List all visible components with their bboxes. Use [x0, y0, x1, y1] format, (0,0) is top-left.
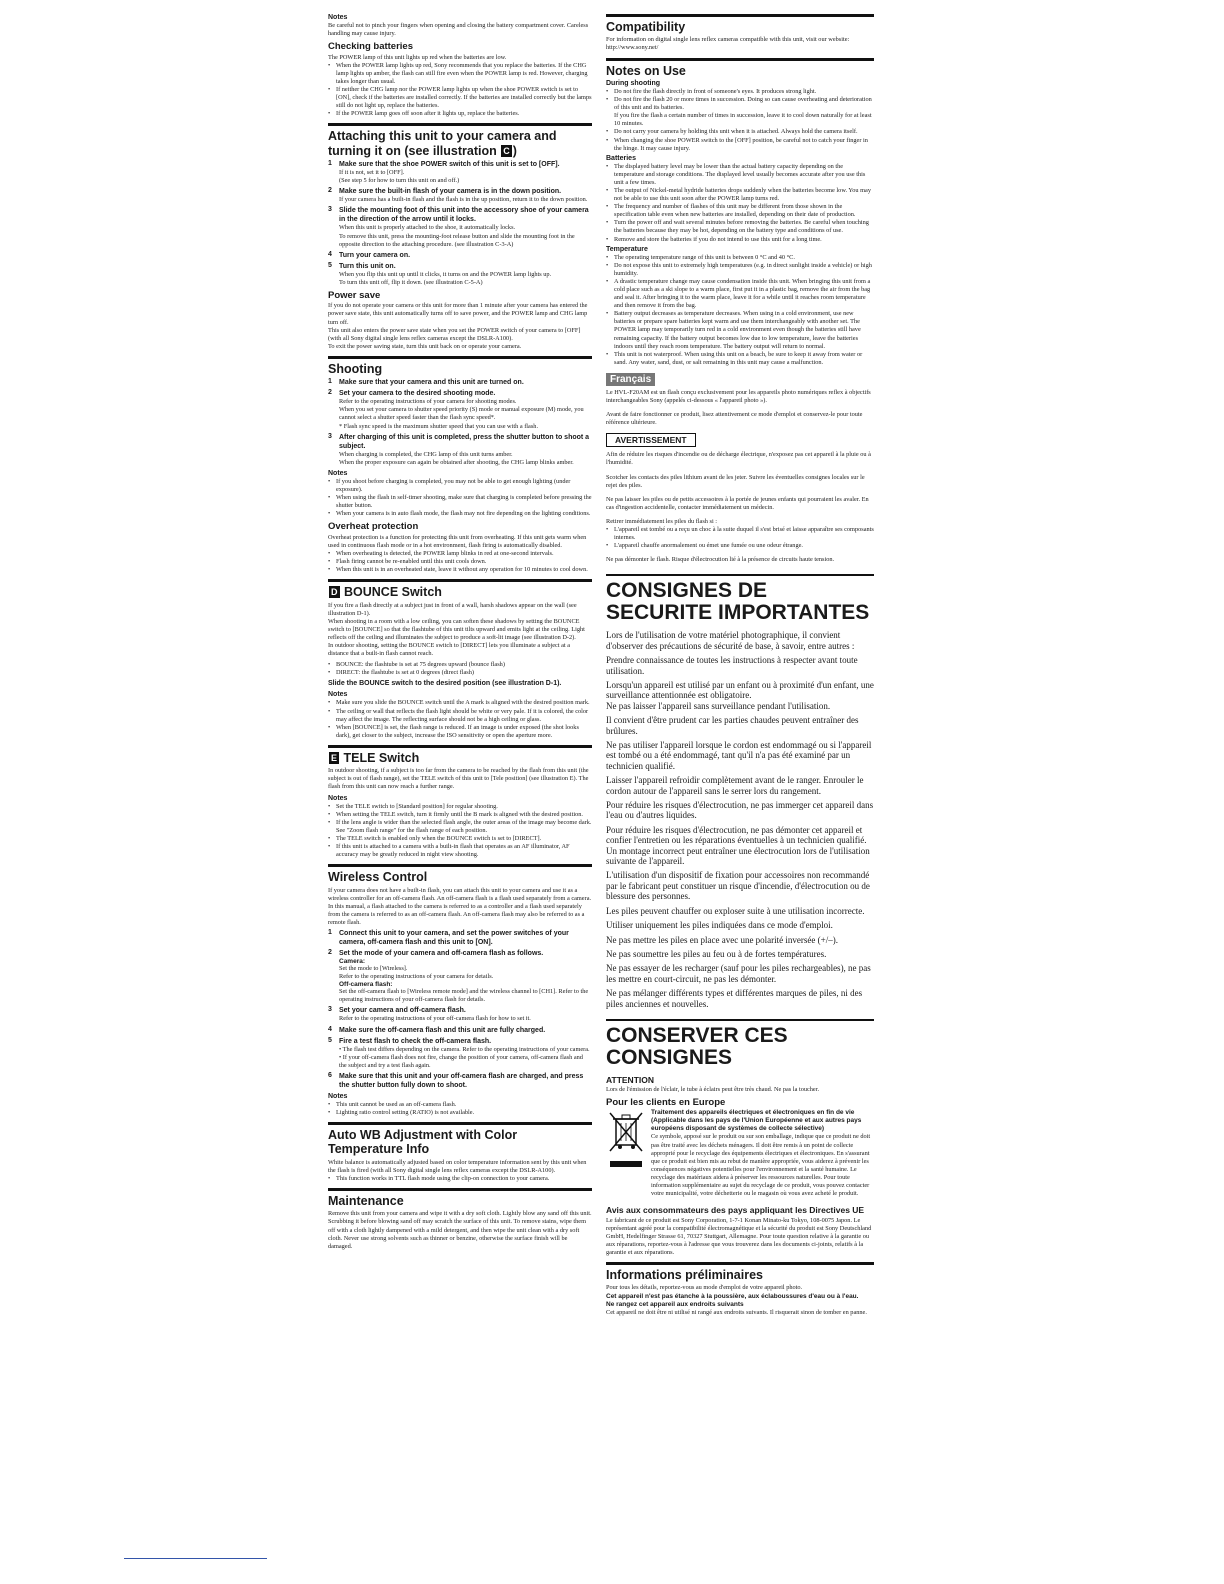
compatibility-text: For information on digital single lens reflex cameras compatible with this unit, visit our website: http://www.sony.net/ [606, 36, 850, 52]
conserver-heading: CONSERVER CES CONSIGNES [606, 1019, 874, 1069]
tele-text: In outdoor shooting, if a subject is too far from the camera to be reached by the flash from this unit (the subject is out of flash range), set the TELE switch of this unit to [Tele position] (see illustration E). The flash from this unit can now reach a further range. [328, 767, 589, 791]
consigne: Utiliser uniquement les piles indiquées dans ce mode d'emploi. [606, 920, 833, 931]
overheat-text: Overheat protection is a function for protecting this unit from overheating. If this unit gets warm when used in continuous flash mode or in a hot environment, flash firing is automatically disabled. [328, 533, 587, 549]
step: 2 Set your camera to the desired shooting mode. Refer to the operating instructions of your camera for shooting modes. When you set your camera to shutter speed priority (S) mode or manual exposure (M) mode, you cannot select a shutter speed faster than the flash sync speed*. * Flash sync speed is the maximum shutter speed that you can use with a flash. [328, 389, 584, 430]
list-item: • Make sure you slide the BOUNCE switch until the A mark is aligned with the desired position mark. [328, 699, 592, 707]
consigne: Ne pas essayer de les recharger (sauf pour les piles rechargeables), ne pas les mettre en court-circuit, ne pas les démonter. [606, 963, 871, 984]
list-item: • The operating temperature range of this unit is between 0 °C and 40 °C. [606, 254, 874, 262]
info-bold-2: Ne rangez cet appareil aux endroits suivants [606, 1300, 744, 1308]
list-item: • This unit cannot be used as an off-camera flash. [328, 1101, 592, 1109]
weee-bin-icon [606, 1109, 646, 1198]
auto-wb-list [328, 1175, 592, 1183]
during-shooting-heading: During shooting [606, 79, 661, 87]
consigne: Les piles peuvent chauffer ou exploser suite à une utilisation incorrecte. [606, 905, 865, 916]
list-item: • Flash firing cannot be re-enabled until this unit cools down. [328, 558, 592, 566]
info-text-2: Cet appareil ne doit être ni utilisé ni rangé aux endroits suivants. Il risquerait sinon de tomber en panne. [606, 1308, 867, 1316]
avis-heading: Avis aux consommateurs des pays appliquant les Directives UE [606, 1205, 865, 1216]
batteries-heading: Batteries [606, 154, 636, 162]
attach-heading: Attaching this unit to your camera and turning it on (see illustration C ) [328, 123, 592, 158]
list-item: • Remove and store the batteries if you do not intend to use this unit for a long time. [606, 236, 874, 244]
list-item: • Do not carry your camera by holding this unit when it is attached. Always hold the camera itself. [606, 128, 874, 136]
step: 6 Make sure that this unit and your off-camera flash are charged, and press the shutter button fully down to shoot. [328, 1071, 584, 1089]
retirer-text: Retirer immédiatement les piles du flash si : [606, 517, 718, 525]
list-item: • Set the TELE switch to [Standard position] for regular shooting. [328, 803, 592, 811]
list-item: • Do not fire the flash 20 or more times in succession. Doing so can cause overheating and deterioration of this unit and its batteries. If you fire the flash a certain number of times in succession, leave it to cool down naturally for at least 10 minutes. [606, 96, 874, 128]
step: 2 Set the mode of your camera and off-camera flash as follows. Camera: Set the mode to [Wireless]. Refer to the operating instructions of your camera for details. Off-camera flash: Set the off-camera flash to [Wireless remote mode] and the wireless channel to [CH1]. Refer to the operating instructions of your off-camera flash for details. [328, 949, 589, 1004]
list-item: • If this unit is attached to a camera with a built-in flash that operates as an AF illuminator, AF accuracy may be greatly reduced in night view shooting. [328, 843, 592, 859]
consigne: Pour réduire les risques d'électrocution, ne pas immerger cet appareil dans l'eau ou d'autres liquides. [606, 800, 874, 821]
overheat-heading: Overheat protection [328, 521, 419, 533]
list-item: • Do not expose this unit to extremely high temperatures (e.g. in direct sunlight inside a vehicle) or high humidity. [606, 262, 874, 278]
weee-text: Ce symbole, apposé sur le produit ou sur son emballage, indique que ce produit ne doit pas être traité avec les déchets ménagers. Il doit être remis à un point de collecte approprié pour le recyclage des équipements électriques et électroniques. En s'assurant que ce produit est bien mis au rebut de manière appropriée, vous aiderez à prévenir les conséquences négatives potentielles pour l'environnement et la santé humaine. Le recyclage des matériaux aidera à préserver les ressources naturelles. Pour toute information supplémentaire au sujet du recyclage de ce produit, vous pouvez contacter votre municipalité, votre déchetterie ou le magasin où vous avez acheté le produit. [651, 1133, 871, 1198]
step: 1 Make sure that your camera and this unit are turned on. [328, 378, 524, 387]
step: 3 After charging of this unit is completed, press the shutter button to shoot a subject. When charging is completed, the CHG lamp of this unit turns amber. When the proper exposure can again be obtained after shooting, the CHG lamp blinks amber. [328, 432, 590, 466]
list-item: • When [BOUNCE] is set, the flash range is reduced. If an image is under exposed (the shot looks dark), get closer to the subject, increase the ISO sensitivity or open the aperture more. [328, 724, 592, 740]
temperature-list [606, 254, 874, 367]
list-item: • If you shoot before charging is completed, you may not be able to get enough lighting (under exposure). [328, 478, 592, 494]
list-item: • L'appareil est tombé ou a reçu un choc à la suite duquel il s'est brisé et laisse apparaître ses composants internes. [606, 526, 874, 542]
step: 4 Turn your camera on. [328, 250, 411, 259]
right-column [606, 14, 874, 1317]
list-item: • DIRECT: the flashtube is set at 0 degrees (direct flash) [328, 669, 592, 677]
list-item: • The output of Nickel-metal hydride batteries drops suddenly when the batteries become low. You may not be able to use this unit soon after the POWER lamp turns red. [606, 187, 874, 203]
list-item: • The displayed battery level may be lower than the actual battery capacity depending on the temperature and storage conditions. The displayed level usually becomes accurate after you use this unit a few times. [606, 163, 874, 187]
notes-label: Notes [328, 469, 348, 477]
list-item: • Battery output decreases as temperature decreases. When using in a cold environment, use new batteries or prepare spare batteries kept warm and use them interchangeably with another set. The POWER lamp may temporarily turn red in a cold environment even though the batteries still have remaining capacity. If the battery output becomes low due to low temperature, leave the batteries indoors until they reach room temperature. The battery output will return to normal. [606, 310, 874, 350]
attention-text: Lors de l'émission de l'éclair, le tube à éclairs peut être très chaud. Ne pas la toucher. [606, 1085, 820, 1093]
info-bold-1: Cet appareil n'est pas étanche à la poussière, aux éclaboussures d'eau ou à l'eau. [606, 1292, 859, 1300]
step: 2 Make sure the built-in flash of your camera is in the down position. If your camera has a built-in flash and the flash is in the up position, return it to the down position. [328, 187, 588, 204]
notes-label: Notes [328, 691, 348, 699]
consigne: Ne pas soumettre les piles au feu ou à de fortes températures. [606, 948, 827, 959]
bounce-slide: Slide the BOUNCE switch to the desired position (see illustration D-1). [328, 680, 562, 688]
consigne: Ne pas mélanger différents types et différentes marques de piles, ni des piles anciennes et nouvelles. [606, 988, 863, 1009]
consigne: Lorsqu'un appareil est utilisé par un enfant ou à proximité d'un enfant, une surveillance attentionnée est obligatoire. Ne pas laisser l'appareil sans surveillance pendant l'utilisation. [606, 679, 874, 711]
step: 3 Set your camera and off-camera flash. Refer to the operating instructions of your off-camera flash for how to set it. [328, 1006, 531, 1023]
consignes-heading: CONSIGNES DE SECURITE IMPORTANTES [606, 574, 874, 624]
list-item: • Do not fire the flash directly in front of someone's eyes. It produces strong light. [606, 88, 874, 96]
list-item: • When changing the shoe POWER switch to the [OFF] position, be careful not to catch your finger in the hinge. It may cause injury. [606, 137, 874, 153]
fr-intro-1: Le HVL-F20AM est un flash conçu exclusivement pour les appareils photo numériques reflex à objectifs interchangeables Sony (appelés ci-dessous « l'appareil photo »). [606, 388, 871, 405]
fr-intro-2: Avant de faire fonctionner ce produit, lisez attentivement ce mode d'emploi et conservez-le pour toute référence ultérieure. [606, 411, 863, 427]
overheat-list [328, 550, 592, 574]
consigne: Il convient d'être prudent car les parties chaudes peuvent entraîner des brûlures. [606, 715, 859, 736]
auto-wb-text: White balance is automatically adjusted based on color temperature information sent by this unit when the flash is fired (with all Sony digital single lens reflex cameras except the DSLR-A100). [328, 1158, 587, 1174]
step: 1 Make sure that the shoe POWER switch of this unit is set to [OFF]. If it is not, set it to [OFF]. (See step 5 for how to turn this unit on and off.) [328, 160, 560, 185]
list-item: • The TELE switch is enabled only when the BOUNCE switch is set to [DIRECT]. [328, 835, 592, 843]
demonter-text: Ne pas démonter le flash. Risque d'électrocution lié à la présence de circuits haute tension. [606, 556, 835, 564]
list-item: • When overheating is detected, the POWER lamp blinks in red at one-second intervals. [328, 550, 592, 558]
notes-text: Be careful not to pinch your fingers when opening and closing the battery compartment cover. Careless handling may cause injury. [328, 22, 589, 38]
wireless-text: If your camera does not have a built-in flash, you can attach this unit to your camera and use it as a wireless controller for an off-camera flash. An off-camera flash is a flash used separately from a camera. In this manual, a flash attached to the camera is referred to as a controller and a flash used separately from the camera is referred to as an off-camera flash. An off-camera flash may also be referred to as a remote flash. [328, 886, 592, 926]
avert-para: Afin de réduire les risques d'incendie ou de décharge électrique, n'exposez pas cet appareil à la pluie ou à l'humidité. [606, 451, 871, 467]
power-save-text: If you do not operate your camera or this unit for more than 1 minute after your camera has entered the power save state, this unit automatically turns off to save power, and the POWER lamp and CHG lamp turn off. This unit also enters the power save state when you set the POWER switch of your camera to [OFF] (with all Sony digital single lens reflex cameras except the DSLR-A100). To exit the power saving state, turn this unit back on or operate your camera. [328, 302, 588, 350]
auto-wb-heading: Auto WB Adjustment with Color Temperature Info [328, 1122, 592, 1157]
tele-heading: E TELE Switch [328, 745, 592, 765]
bounce-list [328, 661, 592, 677]
europe-heading: Pour les clients en Europe [606, 1097, 726, 1109]
shooting-notes [328, 478, 592, 518]
checking-list [328, 62, 592, 119]
checking-batteries-heading: Checking batteries [328, 41, 413, 53]
step: 5 Turn this unit on. When you flip this unit up until it clicks, it turns on and the POWER lamp lights up. To turn this unit off, flip it down. (see illustration C-5-A) [328, 261, 552, 286]
attention-heading: ATTENTION [606, 1074, 655, 1085]
list-item: • If the POWER lamp goes off soon after it lights up, replace the batteries. [328, 110, 592, 118]
list-item: • When this unit is in an overheated state, leave it without any operation for 10 minutes to cool down. [328, 566, 592, 574]
consigne: Ne pas mettre les piles en place avec une polarité inversée (+/–). [606, 934, 838, 945]
list-item: • The frequency and number of flashes of this unit may be different from those shown in the specification table even when new batteries are installed, depending on their date of production. [606, 203, 874, 219]
consigne: Laisser l'appareil refroidir complètement avant de le ranger. Enrouler le cordon autour de l'appareil sans le serrer lors du rangement. [606, 775, 864, 796]
footer-line [124, 1558, 267, 1559]
list-item: • When the POWER lamp lights up red, Sony recommends that you replace the batteries. If the CHG lamp lights up amber, the flash can still fire even when the POWER lamp is red. However, charging takes longer than usual. [328, 62, 592, 86]
consigne: Ne pas utiliser l'appareil lorsque le cordon est endommagé ou si l'appareil est tombé ou a été endommagé, tant qu'il n'a pas été examiné par un technicien qualifié. [606, 740, 872, 771]
notes-label: Notes [328, 794, 348, 802]
avert-para: Ne pas laisser les piles ou de petits accessoires à la portée de jeunes enfants qui pourraient les avaler. En cas d'ingestion accidentelle, contacter immédiatement un médecin. [606, 495, 869, 511]
consignes-list [606, 630, 874, 1009]
bounce-heading: D BOUNCE Switch [328, 579, 592, 599]
notes-label: Notes [328, 1092, 348, 1100]
left-column [328, 14, 592, 1251]
list-item: • The ceiling or wall that reflects the flash light should be white or very pale. If it is colored, the color may affect the image. The reflecting surface should not be a high ceiling or glass. [328, 708, 592, 724]
wireless-notes [328, 1101, 592, 1117]
list-item: • If the lens angle is wider than the selected flash angle, the outer areas of the image may become dark. See "Zoom flash range" for the flash range of each position. [328, 819, 592, 835]
shooting-heading: Shooting [328, 356, 592, 376]
compatibility-heading: Compatibility [606, 14, 874, 34]
bounce-notes [328, 699, 592, 739]
step: 5 Fire a test flash to check the off-camera flash. • The flash test differs depending on the camera. Refer to the operating instructions of your camera. • If your off-camera flash does not fire, change the position of your camera, off-camera flash and the subject and try a test flash again. [328, 1036, 590, 1069]
weee-title: Traitement des appareils électriques et électroniques en fin de vie (Applicable dans les pays de l'Union Européenne et aux autres pays européens disposant de systèmes de collecte sélective) [651, 1109, 862, 1133]
list-item: • A drastic temperature change may cause condensation inside this unit. When bringing this unit from a cold place such as a ski slope to a warm place, first put it in a plastic bag, remove the air from the bag and seal it. After bringing it to the warm place, leave it for a while until it reaches room temperature and then remove it from the bag. [606, 278, 874, 310]
during-list [606, 88, 874, 153]
list-item: • If neither the CHG lamp nor the POWER lamp lights up when the shoe POWER switch is set to [ON], check if the batteries are installed correctly. If the batteries are installed correctly but the lamps still do not light up, replace the batteries. [328, 86, 592, 110]
list-item: • Turn the power off and wait several minutes before removing the batteries. Be careful when touching the batteries because they may be hot, depending on the battery type and conditions of use. [606, 219, 874, 235]
wireless-heading: Wireless Control [328, 864, 592, 884]
consigne: L'utilisation d'un dispositif de fixation pour accessoires non recommandé par le fabricant peut constituer un risque d'incendie, d'électrocution ou de blessure des personnes. [606, 870, 870, 902]
francais-tag: Français [606, 373, 655, 386]
consigne: Pour réduire les risques d'électrocution, ne pas démonter cet appareil et confier l'entretien ou les réparations éventuelles à un technicien qualifié. Un montage incorrect peut entraîner une électrocution lors de l'utilisation suivante de l'appareil. [606, 824, 870, 867]
informations-heading: Informations préliminaires [606, 1262, 874, 1282]
power-save-heading: Power save [328, 289, 381, 301]
tele-notes [328, 803, 592, 860]
list-item: • L'appareil chauffe anormalement ou émet une fumée ou une odeur étrange. [606, 542, 874, 550]
checking-intro: The POWER lamp of this unit lights up red when the batteries are low. [328, 53, 507, 61]
temperature-heading: Temperature [606, 245, 648, 253]
bounce-text: If you fire a flash directly at a subject just in front of a wall, harsh shadows appear on the wall (see illustration D-1). When shooting in a room with a low ceiling, you can soften these shadows by setting the BOUNCE switch to [BOUNCE] so that the flashtube of this unit tilts upward and emits light at the ceiling. Light reflects off the ceiling and illuminates the subject to produce a soft-lit image (see illustration D-2). In outdoor shooting, setting the BOUNCE switch to [DIRECT] lets you illuminate a subject at a distance that a built-in flash cannot reach. [328, 601, 585, 658]
consigne: Lors de l'utilisation de votre matériel photographique, il convient d'observer des précautions de sécurité de base, à savoir, entre autres : [606, 630, 855, 651]
notes-on-use-heading: Notes on Use [606, 58, 874, 78]
avert-para: Scotcher les contacts des piles lithium avant de les jeter. Suivre les éventuelles consignes locales sur le rejet des piles. [606, 473, 865, 489]
list-item: • When using the flash in self-timer shooting, make sure that charging is completed before pressing the shutter button. [328, 494, 592, 510]
consigne: Prendre connaissance de toutes les instructions à respecter avant toute utilisation. [606, 655, 858, 676]
step: 1 Connect this unit to your camera, and set the power switches of your camera, off-camera flash and this unit to [ON]. [328, 929, 569, 947]
list-item: • When setting the TELE switch, turn it firmly until the B mark is aligned with the desired position. [328, 811, 592, 819]
list-item: • Lighting ratio control setting (RATIO) is not available. [328, 1109, 592, 1117]
maintenance-heading: Maintenance [328, 1188, 592, 1208]
info-text: Pour tous les détails, reportez-vous au mode d'emploi de votre appareil photo. [606, 1284, 803, 1292]
maintenance-text: Remove this unit from your camera and wipe it with a dry soft cloth. Lightly blow any sand off this unit. Scrubbing it before blowing sand off may scratch the surface of this unit. To remove stains, wipe them off with a cloth lightly dampened with a mild detergent, and then wipe the unit clean with a dry soft cloth. Never use strong solvents such as thinner or benzine, otherwise the surface finish will be damaged. [328, 1210, 592, 1250]
list-item: • BOUNCE: the flashtube is set at 75 degrees upward (bounce flash) [328, 661, 592, 669]
notes-label: Notes [328, 14, 348, 21]
batteries-list [606, 163, 874, 244]
step: 3 Slide the mounting foot of this unit into the accessory shoe of your camera in the direction of the arrow until it locks. When this unit is properly attached to the shoe, it automatically locks. To remove this unit, press the mounting-foot release button and slide the mounting foot in the opposite direction to the attaching procedure. (see illustration C-3-A) [328, 206, 589, 248]
avis-text: Le fabricant de ce produit est Sony Corporation, 1-7-1 Konan Minato-ku Tokyo, 108-0075 Japon. Le représentant agréé pour la compatibilité électromagnétique et la sécurité du produit est Sony Deutschland GmbH, Hedelfinger Strasse 61, 70327 Stuttgart, Allemagne. Pour toute question relative à la garantie ou aux réparations, reportez-vous à l'adresse que vous trouverez dans les documents ci-joints, relatifs à la garantie et aux réparations. [606, 1216, 872, 1256]
list-item: • When your camera is in auto flash mode, the flash may not fire depending on the lighting conditions. [328, 510, 592, 518]
step: 4 Make sure the off-camera flash and this unit are fully charged. [328, 1025, 546, 1034]
list-item: • This unit is not waterproof. When using this unit on a beach, be sure to keep it away from water or sand. Any water, sand, dust, or salt remaining in this unit may cause a malfunction. [606, 351, 874, 367]
avertissement-box: AVERTISSEMENT [606, 433, 696, 447]
weee-block [606, 1109, 874, 1198]
list-item: • This function works in TTL flash mode using the clip-on connection to your camera. [328, 1175, 592, 1183]
retirer-list [606, 526, 874, 550]
